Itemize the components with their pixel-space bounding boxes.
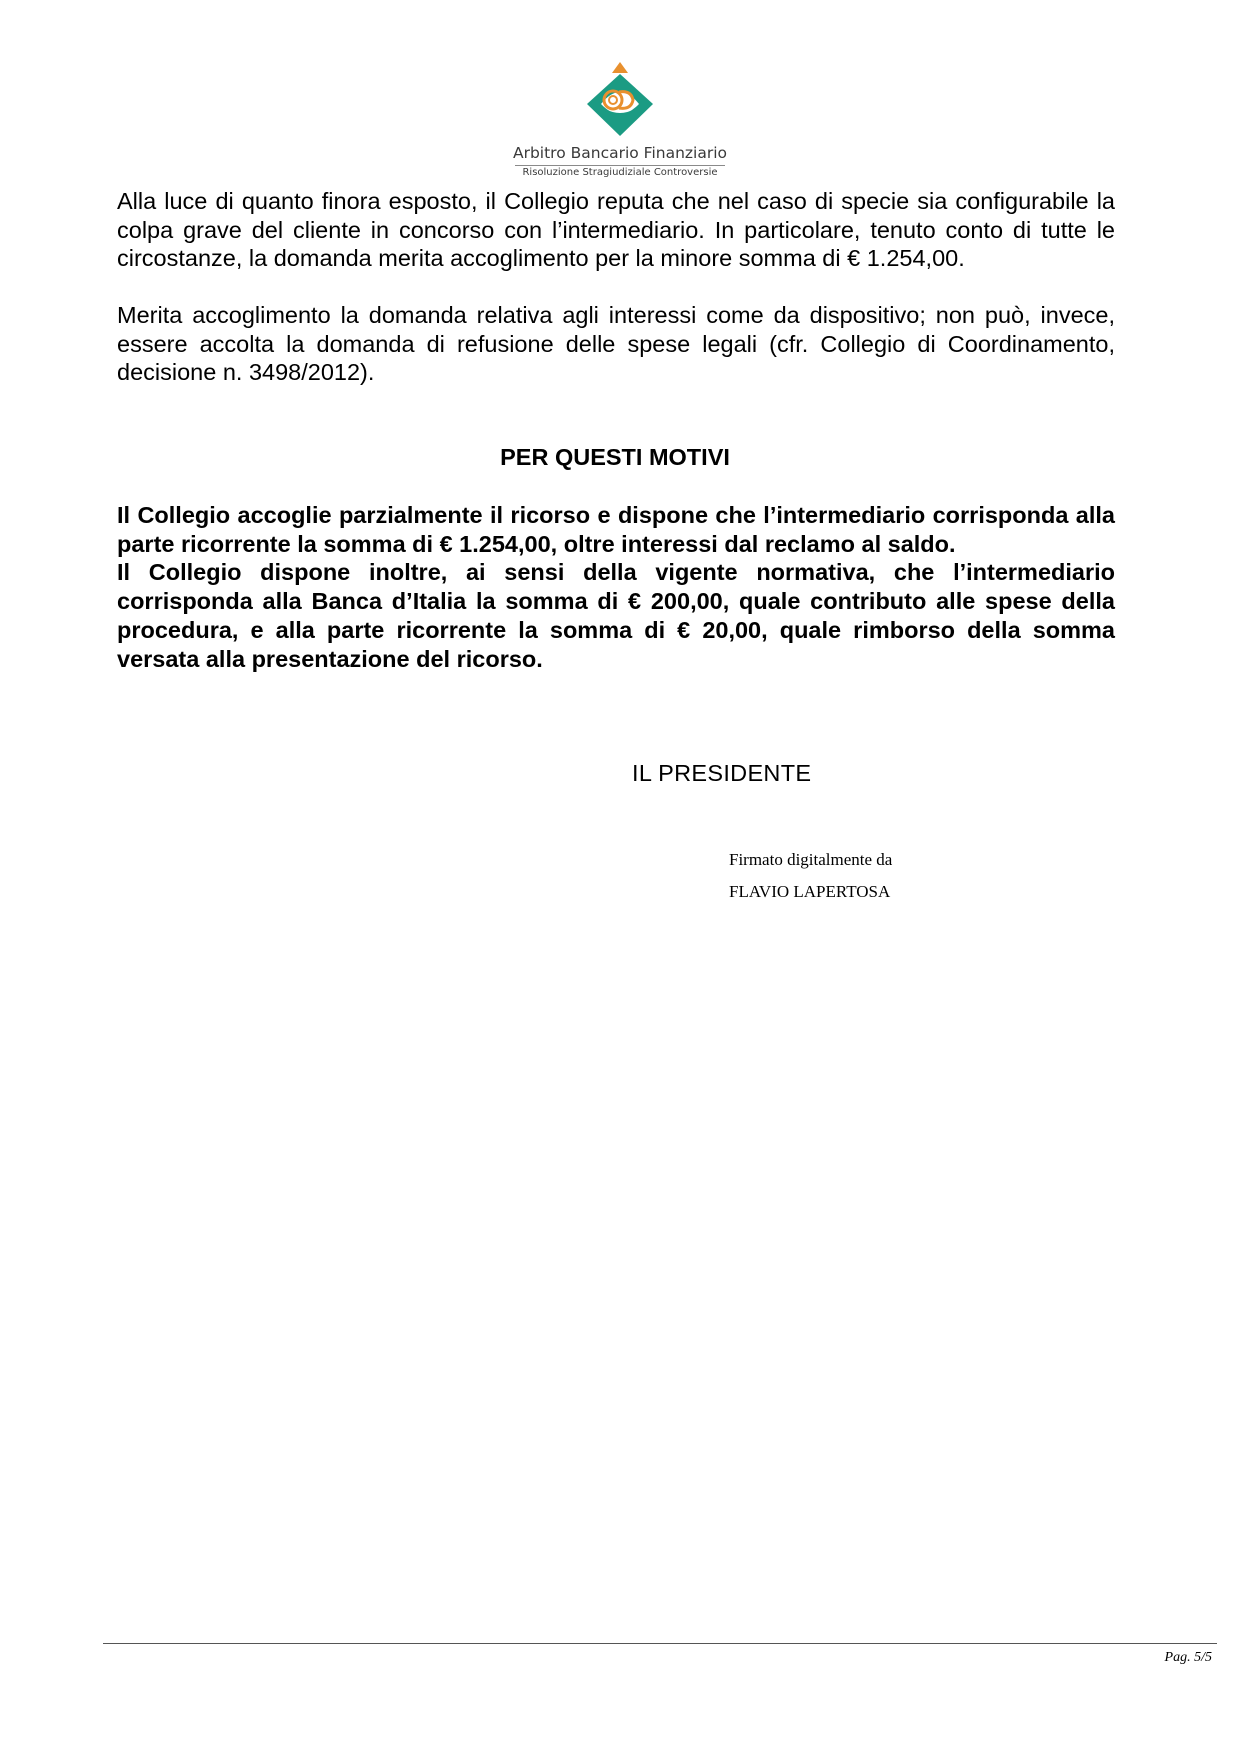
logo-divider bbox=[515, 165, 725, 166]
logo-name: Arbitro Bancario Finanziario bbox=[512, 144, 728, 162]
digital-signature-label: Firmato digitalmente da bbox=[729, 850, 893, 869]
president-title: IL PRESIDENTE bbox=[632, 760, 812, 786]
footer-divider bbox=[103, 1643, 1217, 1644]
decision-paragraph-2: Il Collegio dispone inoltre, ai sensi della vigente normativa, che l’intermediario corrisponda alla Banca d’Italia la somma di € 200,00, quale contributo alle spese della procedura, e alla parte ricorrente la somma di € 20,00, quale rimborso della somma versata alla presentazione del ricorso. bbox=[117, 559, 1115, 672]
logo-subtitle: Risoluzione Stragiudiziale Controversie bbox=[522, 167, 718, 178]
decision-paragraph-1: Il Collegio accoglie parzialmente il ricorso e dispone che l’intermediario corrisponda alla parte ricorrente la somma di € 1.254,00, oltre interessi dal reclamo al saldo. bbox=[117, 502, 1115, 557]
page-number: Pag. 5/5 bbox=[1164, 1650, 1212, 1665]
section-heading: PER QUESTI MOTIVI bbox=[500, 444, 730, 470]
body-paragraph-1: Alla luce di quanto finora esposto, il Collegio reputa che nel caso di specie sia configurabile la colpa grave del cliente in concorso con l’intermediario. In particolare, tenuto conto di tutte le circostanze, la domanda merita accoglimento per la minore somma di € 1.254,00. bbox=[117, 188, 1115, 271]
signer-name: FLAVIO LAPERTOSA bbox=[729, 882, 891, 901]
logo bbox=[505, 60, 735, 185]
body-paragraph-2: Merita accoglimento la domanda relativa agli interessi come da dispositivo; non può, invece, essere accolta la domanda di refusione delle spese legali (cfr. Collegio di Coordinamento, decisione n. 3498/2012). bbox=[117, 302, 1115, 385]
abf-emblem-icon bbox=[575, 60, 665, 142]
